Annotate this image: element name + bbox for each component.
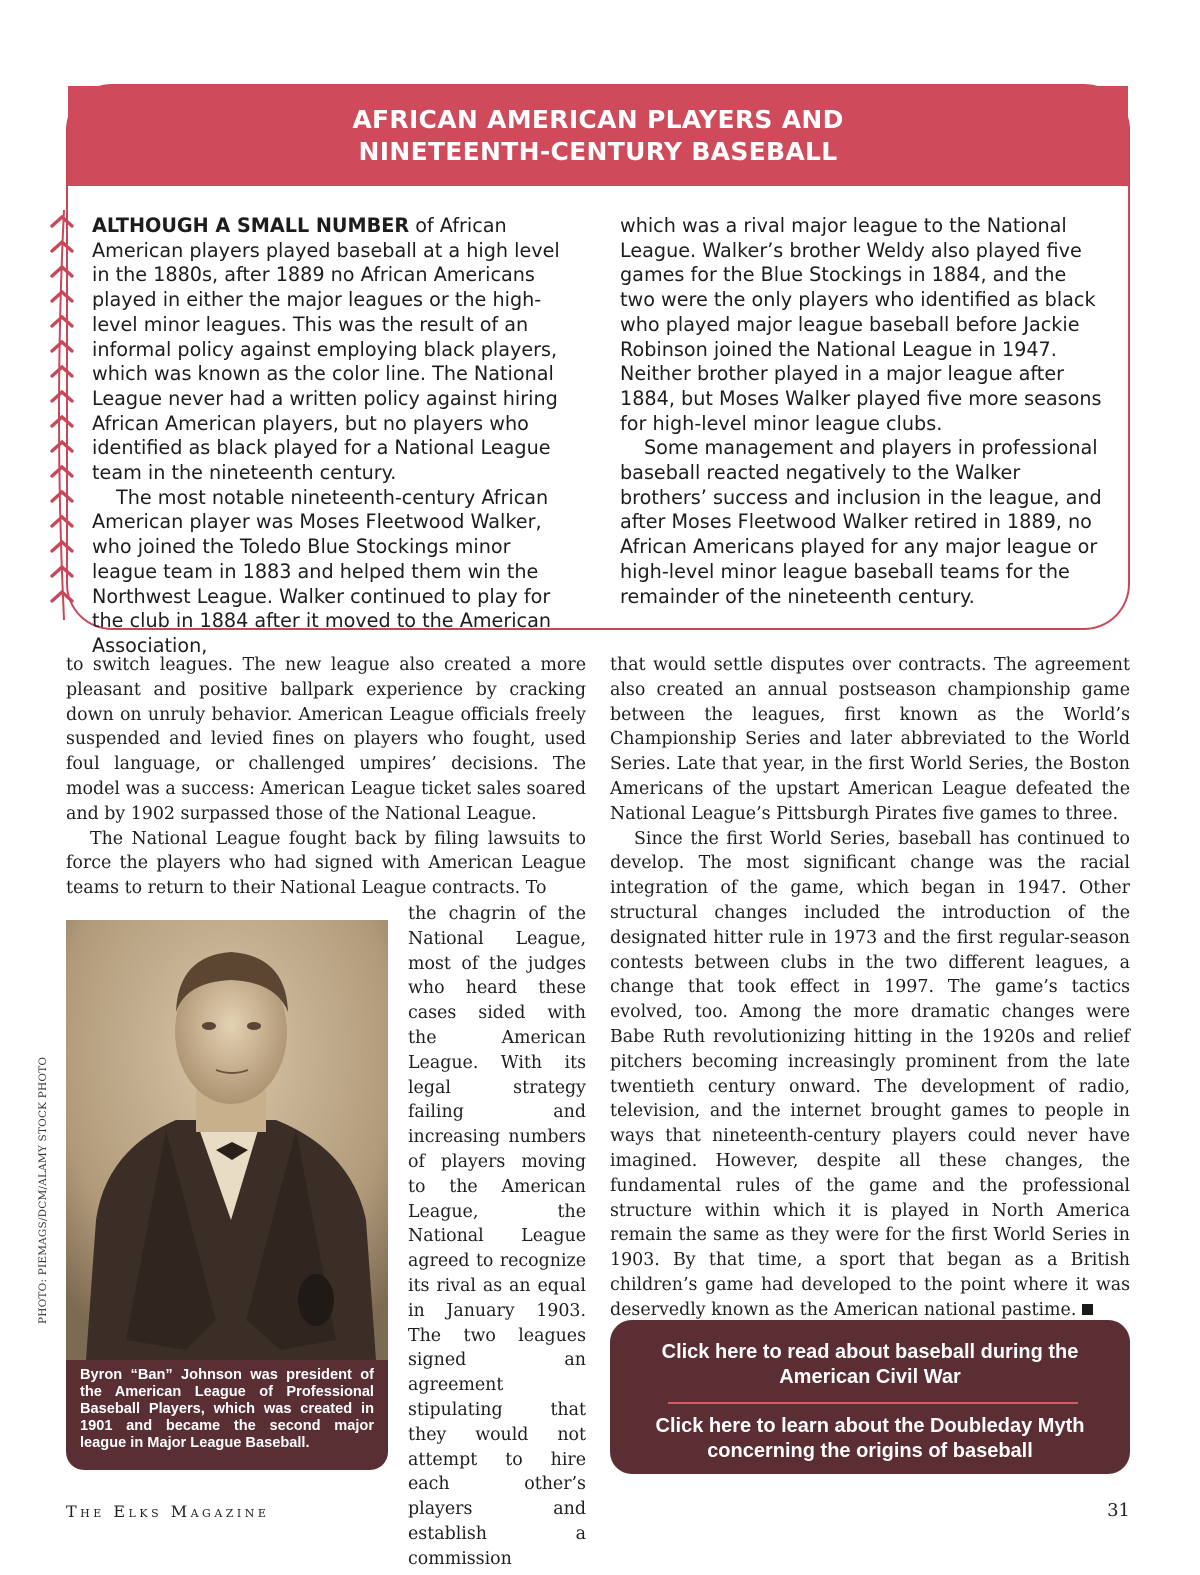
baseball-stitching-icon bbox=[50, 210, 82, 620]
photo-credit: PHOTO: PIEMAGS/DCM/ALAMY STOCK PHOTO bbox=[37, 1056, 49, 1324]
sidebar-column-right bbox=[620, 214, 1106, 659]
portrait-photo bbox=[66, 920, 388, 1360]
end-mark-icon bbox=[1082, 1304, 1093, 1315]
sidebar-paragraph: The most notable nineteenth-century African American player was Moses Fleetwood Walker, who joined the Toledo Blue Stockings minor league team in 1883 and helped them win the Northwest League. Walker continued to play for the club in 1884 after it moved to the American Association, bbox=[92, 485, 552, 657]
article-paragraph: The National League fought back by filing lawsuits to force the players who had signed with American League teams to return to their National League contracts. To bbox=[66, 828, 586, 899]
sidebar-title-line2: NINETEENTH-CENTURY BASEBALL bbox=[358, 137, 838, 166]
related-links-box bbox=[610, 1320, 1130, 1474]
sidebar-paragraph: which was a rival major league to the National League. Walker’s brother Weldy also played five games for the Blue Stockings in 1884, and the two were the only players who identified as black who played major league baseball before Jackie Robinson joined the National League in 1947. Neither brother played in a major league after 1884, but Moses Walker played five more seasons for high-level minor league clubs. bbox=[620, 214, 1102, 435]
photo-caption: Byron “Ban” Johnson was president of the American League of Professional Baseball Players, which was created in 1901 and became the second major league in Major League Baseball. bbox=[80, 1367, 374, 1451]
sidebar-column-left bbox=[92, 214, 578, 659]
doubleday-myth-link[interactable]: Click here to learn about the Doubleday Myth concerning the origins of baseball bbox=[655, 1415, 1085, 1462]
sidebar-paragraph bbox=[92, 214, 578, 486]
sidebar-title-line1: AFRICAN AMERICAN PLAYERS AND bbox=[352, 105, 844, 134]
sidebar-paragraph: Some management and players in professional baseball reacted negatively to the Walker brothers’ success and inclusion in the league, and after Moses Fleetwood Walker retired in 1889, no African Americans played for any major league or high-level minor league baseball teams for the remainder of the nineteenth century. bbox=[620, 436, 1102, 608]
article-paragraph bbox=[610, 827, 1130, 1323]
sidebar-lead-in: ALTHOUGH A SMALL NUMBER bbox=[92, 214, 410, 237]
sidebar-box bbox=[66, 84, 1130, 657]
civil-war-link[interactable]: Click here to read about baseball during the American Civil War bbox=[661, 1341, 1079, 1388]
page-number: 31 bbox=[1107, 1500, 1130, 1521]
sidebar-body bbox=[92, 214, 1108, 659]
photo-card bbox=[66, 920, 388, 1470]
sidebar-header bbox=[68, 86, 1128, 186]
magazine-title: The Elks Magazine bbox=[66, 1502, 270, 1521]
link-divider bbox=[668, 1402, 1078, 1404]
article-paragraph: the chagrin of the National League, most of the judges who heard these cases sided with the American League. With its legal strategy failing and increasing numbers of players moving to the American League, the National League agreed to recognize its rival as an equal in January 1903. The two leagues signed an agreement stipulating that they would not attempt to hire each other’s players and establish a commission bbox=[408, 904, 586, 1569]
article-closing-text: Since the first World Series, baseball has continued to develop. The most significant change was the racial integration of the game, which began in 1947. Other structural changes included the introduction of the designated hitter rule in 1973 and the first regular-season contests between clubs in the two different leagues, a change that took effect in 1997. The game’s tactics evolved, too. Among the more dramatic changes were Babe Ruth revolutionizing hitting in the 1920s and relief pitchers becoming increasingly prominent from the late twentieth century onward. The development of radio, television, and the internet brought games to people in ways that nineteenth-century players could never have imagined. However, despite all these changes, the fundamental rules of the game and the professional structure within which it is played in North America remain the same as they were for the first World Series in 1903. By that time, a sport that began as a British children’s game had developed to the point where it was deservedly known as the American national pastime. bbox=[610, 828, 1130, 1320]
article-column-left bbox=[66, 653, 586, 901]
article-paragraph: to switch leagues. The new league also created a more pleasant and positive ballpark experience by cracking down on unruly behavior. American League officials freely suspended and levied fines on players who fought, used foul language, or challenged umpires’ decisions. The model was a success: American League ticket sales soared and by 1902 surpassed those of the National League. bbox=[66, 655, 586, 824]
article-column-left-wrap bbox=[408, 902, 586, 1572]
article-column-right bbox=[610, 653, 1130, 1323]
article-paragraph: that would settle disputes over contracts. The agreement also created an annual postseason championship game between the leagues, first known as the World’s Championship Series and later abbreviated to the World Series. Late that year, in the first World Series, the Boston Americans of the upstart American League defeated the National League’s Pittsburgh Pirates five games to three. bbox=[610, 655, 1130, 824]
sidebar-paragraph-text: of African American players played baseball at a high level in the 1880s, after 1889 no African Americans played in either the major leagues or the high-level minor leagues. This was the result of an informal policy against employing black players, which was known as the color line. The National League never had a written policy against hiring African American players, but no players who identified as black played for a National League team in the nineteenth century. bbox=[92, 214, 560, 485]
